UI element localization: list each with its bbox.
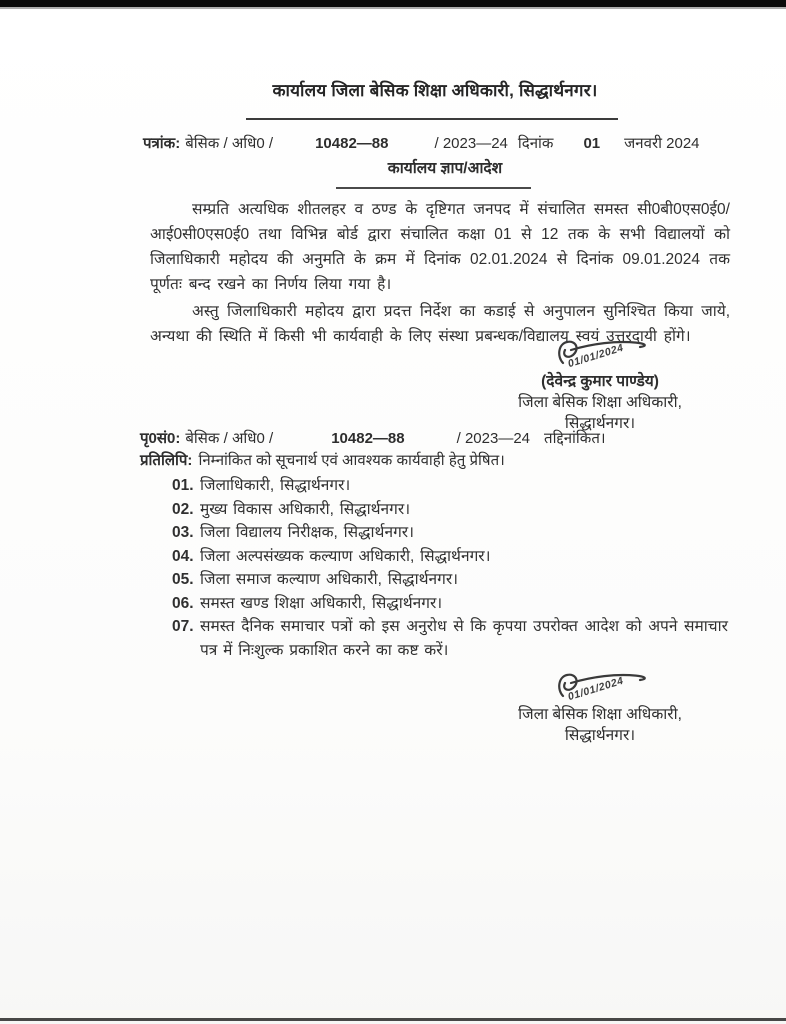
signatory-designation: जिला बेसिक शिक्षा अधिकारी, xyxy=(518,706,682,723)
signatory-name: (देवेन्द्र कुमार पाण्डेय) xyxy=(541,373,659,390)
copy-item-text: समस्त खण्ड शिक्षा अधिकारी, सिद्धार्थनगर। xyxy=(200,594,443,612)
copy-list-item xyxy=(172,545,730,569)
copy-item-text: जिला अल्पसंख्यक कल्याण अधिकारी, सिद्धार्थनगर। xyxy=(200,547,491,565)
endorsement-suffix: तद्दिनांकित। xyxy=(544,430,606,447)
signature-scribble xyxy=(525,668,675,704)
copy-list-item xyxy=(172,592,730,616)
copy-list-item xyxy=(172,498,730,522)
copy-item-number: 06. xyxy=(172,594,194,612)
copy-item-text: समस्त दैनिक समाचार पत्रों को इस अनुरोध से कि कृपया उपरोक्त आदेश को अपने समाचार पत्र में निःशुल्क प्रकाशित करने का कष्ट करें। xyxy=(200,618,728,659)
endorsement-line xyxy=(100,428,730,450)
copy-to-label: प्रतिलिपि: xyxy=(140,452,193,469)
letter-date-day: 01 xyxy=(583,135,601,152)
copy-list-item xyxy=(172,568,730,592)
copy-item-number: 01. xyxy=(172,477,194,494)
scanner-bottom-line xyxy=(0,1018,786,1021)
handwritten-date: 01/01/2024 xyxy=(566,674,626,704)
letter-number-line xyxy=(100,133,730,155)
copy-item-number: 07. xyxy=(172,618,194,635)
copy-list-item xyxy=(172,521,730,545)
copy-item-text: जिला समाज कल्याण अधिकारी, सिद्धार्थनगर। xyxy=(200,571,459,588)
signature-block-officer xyxy=(485,335,715,434)
copy-item-number: 02. xyxy=(172,500,194,518)
copy-item-text: जिला विद्यालय निरीक्षक, सिद्धार्थनगर। xyxy=(200,524,415,541)
body-paragraph-1: सम्प्रति अत्यधिक शीतलहर व ठण्ड के दृष्टिगत जनपद में संचालित समस्त सी0बी0एस0ई0/आई0सी0एस0ई0 तथा विभिन्न बोर्ड द्वारा संचालित कक्षा 01 से 12 तक के सभी विद्यालयों को जिलाधिकारी महोदय की अनुमति के क्रम में दिनांक 02.01.2024 से दिनांक 09.01.2024 तक पूर्णतः बन्द रखने का निर्णय लिया गया है। xyxy=(150,201,730,293)
signatory-designation: जिला बेसिक शिक्षा अधिकारी, xyxy=(518,394,682,411)
letter-date-month-year: जनवरी 2024 xyxy=(624,135,700,152)
copy-item-number: 03. xyxy=(172,524,194,541)
memo-title: कार्यालय ज्ञाप/आदेश xyxy=(387,160,503,177)
copy-item-number: 05. xyxy=(172,571,194,588)
copy-to-text: निम्नांकित को सूचनार्थ एवं आवश्यक कार्यवाही हेतु प्रेषित। xyxy=(198,452,505,469)
letter-number-label: पत्रांक: xyxy=(143,135,181,152)
endorsement-year: / 2023—24 xyxy=(456,430,531,447)
letter-number-year: / 2023—24 xyxy=(434,135,508,152)
copy-item-number: 04. xyxy=(172,547,194,565)
copy-list-item xyxy=(172,474,730,498)
signature-scribble xyxy=(525,335,675,371)
copy-list-item xyxy=(172,615,730,662)
copy-recipient-list xyxy=(172,474,730,662)
endorsement-number: 10482—88 xyxy=(331,430,405,447)
signatory-place: सिद्धार्थनगर। xyxy=(564,727,636,744)
scanner-top-bar xyxy=(0,0,786,9)
copy-item-text: मुख्य विकास अधिकारी, सिद्धार्थनगर। xyxy=(200,500,411,518)
letter-number-dept: बेसिक / अधि0 / xyxy=(185,135,274,152)
header-rule xyxy=(246,118,618,120)
endorsement-dept: बेसिक / अधि0 / xyxy=(185,430,274,447)
letter-content xyxy=(100,80,730,746)
signatory-place: सिद्धार्थनगर। xyxy=(564,415,636,432)
handwritten-date: 01/01/2024 xyxy=(566,341,626,371)
office-header-title: कार्यालय जिला बेसिक शिक्षा अधिकारी, सिद्धार्थनगर। xyxy=(272,81,598,100)
copy-to-line xyxy=(100,450,730,472)
body-paragraph-2: अस्तु जिलाधिकारी महोदय द्वारा प्रदत्त निर्देश का कडाई से अनुपालन सुनिश्चित किया जाये, अन्यथा की स्थिति में किसी भी कार्यवाही के लिए संस्था प्रबन्धक/विद्यालय स्वयं उत्तरदायी होंगे। xyxy=(150,303,730,345)
copy-item-text: जिलाधिकारी, सिद्धार्थनगर। xyxy=(200,477,351,494)
letter-number-value: 10482—88 xyxy=(315,135,389,152)
signature-block-bottom xyxy=(485,668,715,746)
memo-title-rule xyxy=(336,187,531,189)
letter-date-label: दिनांक xyxy=(517,135,554,152)
endorsement-label: पृ0सं0: xyxy=(140,430,181,447)
